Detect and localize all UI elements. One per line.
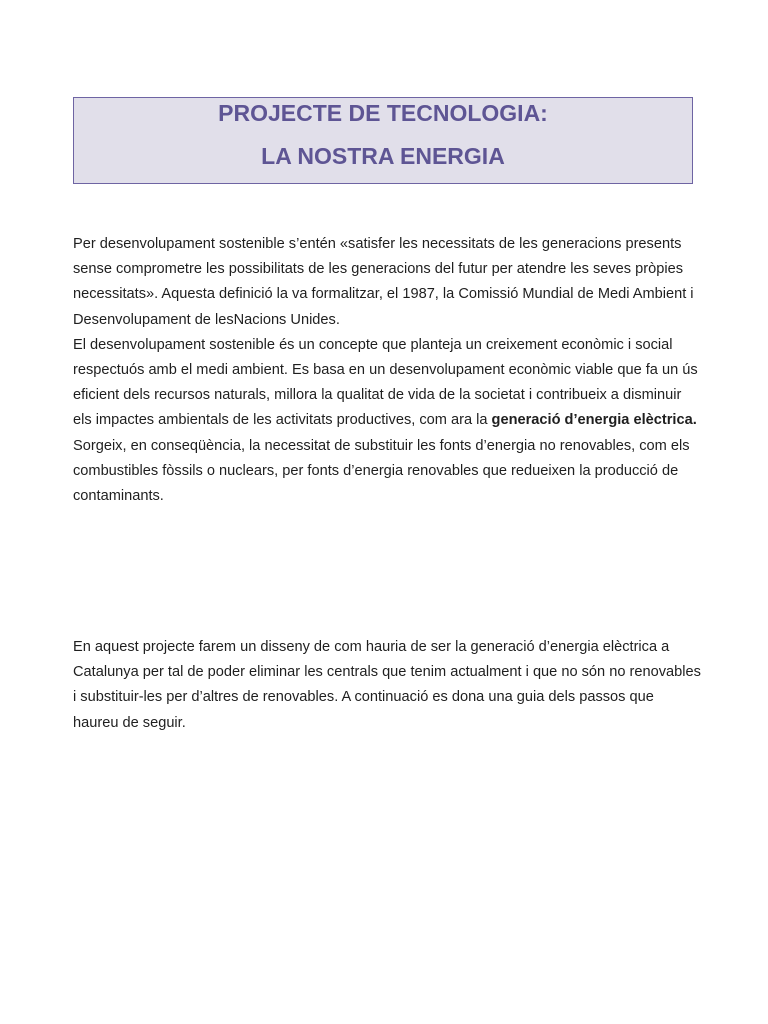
- intro-section: [73, 232, 703, 509]
- intro-paragraph-concept-text: El desenvolupament sostenible és un concepte que planteja un creixement econòmic i social respectuós amb el medi ambient. Es basa en un desenvolupament econòmic viable que fa un ús eficient dels recursos naturals, millora la qualitat de vida de la societat i contribueix a disminuir els impactes ambientals de les activitats productives, com ara la: [73, 336, 698, 429]
- title-line-2: LA NOSTRA ENERGIA: [261, 143, 505, 169]
- bold-phrase-electric-generation: generació d’energia elèctrica.: [491, 412, 697, 429]
- title-box: [73, 97, 693, 184]
- project-paragraph: En aquest projecte farem un disseny de com hauria de ser la generació d’energia elèctrica a Catalunya per tal de poder eliminar les centrals que tenim actualment i que no són no renovables i substituir-les per d’altres de renovables. A continuació es dona una guia dels passos que haureu de seguir.: [73, 639, 701, 731]
- intro-paragraph-definition: Per desenvolupament sostenible s’entén «satisfer les necessitats de les generacions presents sense comprometre les possibilitats de les generacions del futur per atendre les seves pròpies necessitats». Aquesta definició la va formalitzar, el 1987, la Comissió Mundial de Medi Ambient i Desenvolupament de lesNacions Unides.: [73, 236, 694, 328]
- intro-paragraph-renewables: Sorgeix, en conseqüència, la necessitat de substituir les fonts d’energia no renovables, com els combustibles fòssils o nuclears, per fonts d’energia renovables que redueixen la producció de contaminants.: [73, 437, 690, 505]
- title-line-1: PROJECTE DE TECNOLOGIA:: [218, 100, 548, 126]
- project-section: [73, 635, 703, 736]
- intro-paragraph-concept: [73, 333, 703, 434]
